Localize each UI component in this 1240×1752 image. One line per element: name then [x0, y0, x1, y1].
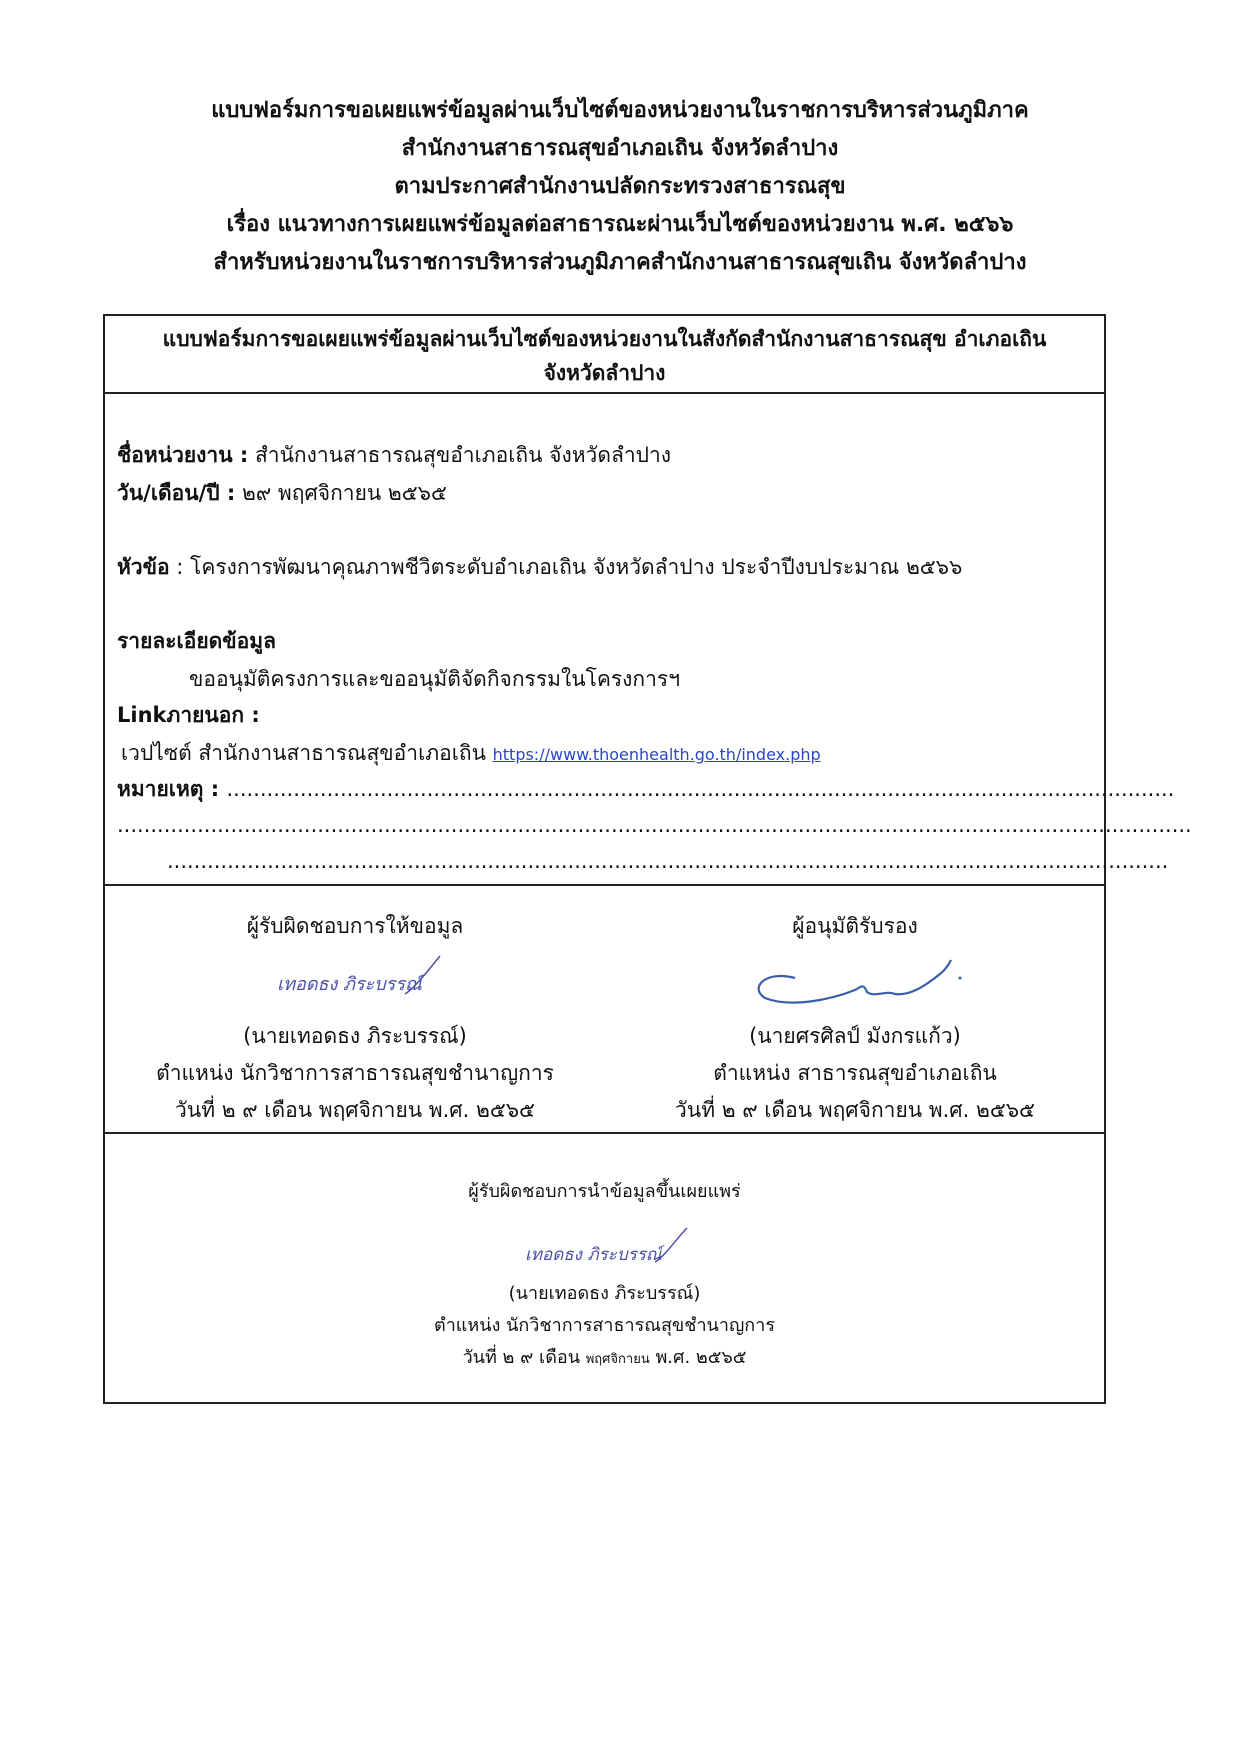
responsible-position: ตำแหน่ง นักวิชาการสาธารณสุขชำนาญการ: [156, 1061, 554, 1085]
approver-signature-block: [605, 886, 1105, 1132]
responsible-signature-block: [105, 886, 605, 1132]
link-label: Linkภายนอก :: [117, 703, 260, 727]
unit-row: [117, 440, 671, 470]
svg-text:เทอดธง ภิระบรรณ์: เทอดธง ภิระบรรณ์: [524, 1245, 662, 1265]
publisher-position: ตำแหน่ง นักวิชาการสาธารณสุขชำนาญการ: [434, 1315, 775, 1336]
form-title: [105, 316, 1104, 394]
link-text: เวปไซต์ สำนักงานสาธารณสุขอำเภอเถิน: [121, 741, 493, 765]
detail-value: ขออนุมัติครงการและขออนุมัติจัดกิจกรรมในโครงการฯ: [189, 667, 681, 691]
remark-label: หมายเหตุ :: [117, 777, 227, 801]
request-form: [103, 314, 1192, 1404]
publisher-name: (นายเทอดธง ภิระบรรณ์): [508, 1283, 701, 1304]
publisher-date-month: พฤศจิกายน: [585, 1352, 650, 1367]
publisher-label: ผู้รับผิดชอบการนำข้อมูลขึ้นเผยแพร่: [468, 1181, 741, 1202]
approver-name: (นายศรศิลป์ มังกรแก้ว): [749, 1024, 961, 1048]
document-header: [0, 92, 1240, 282]
detail-label: รายละเอียดข้อมูล: [117, 629, 276, 653]
approver-signature-image: [735, 948, 975, 1023]
header-line-4: เรื่อง แนวทางการเผยแพร่ข้อมูลต่อสาธารณะผ่านเว็บไซต์ของหน่วยงาน พ.ศ. ๒๕๖๖: [226, 212, 1014, 237]
publisher-section: [105, 1134, 1104, 1404]
form-title-line-2: จังหวัดลำปาง: [543, 361, 666, 385]
form-body: [105, 394, 1192, 886]
form-title-line-1: แบบฟอร์มการขอเผยแพร่ข้อมูลผ่านเว็บไซต์ของหน่วยงานในสังกัดสำนักงานสาธารณสุข อำเภอเถิน: [162, 327, 1047, 351]
date-value: ๒๙ พฤศจิกายน ๒๕๖๕: [235, 481, 447, 505]
date-row: [117, 478, 447, 508]
remark-row: [117, 774, 1175, 804]
topic-value: : โครงการพัฒนาคุณภาพชีวิตระดับอำเภอเถิน จังหวัดลำปาง ประจำปีงบประมาณ ๒๕๖๖: [169, 555, 963, 579]
unit-value: สำนักงานสาธารณสุขอำเภอเถิน จังหวัดลำปาง: [248, 443, 672, 467]
remark-dots-2: .................................................................................................................................................................: [117, 813, 1192, 837]
external-link[interactable]: https://www.thoenhealth.go.th/index.php: [492, 745, 821, 764]
publisher-date-prefix: วันที่ ๒ ๙ เดือน: [462, 1347, 586, 1368]
topic-label: หัวข้อ: [117, 555, 170, 579]
header-line-1: แบบฟอร์มการขอเผยแพร่ข้อมูลผ่านเว็บไซต์ของหน่วยงานในราชการบริหารส่วนภูมิภาค: [211, 98, 1029, 123]
header-line-5: สำหรับหน่วยงานในราชการบริหารส่วนภูมิภาคสำนักงานสาธารณสุขเถิน จังหวัดลำปาง: [213, 250, 1027, 275]
date-label: วัน/เดือน/ปี :: [117, 481, 236, 505]
signature-image: [255, 948, 455, 1013]
responsible-label: ผู้รับผิดชอบการให้ขอมูล: [246, 914, 464, 938]
header-line-3: ตามประกาศสำนักงานปลัดกระทรวงสาธารณสุข: [394, 174, 846, 199]
remark-dots-1: ..............................................................................................................................................: [226, 777, 1175, 801]
link-row: [121, 738, 821, 770]
publisher-date-suffix: พ.ศ. ๒๕๖๕: [649, 1347, 747, 1368]
unit-label: ชื่อหน่วยงาน :: [117, 443, 249, 467]
approver-date: วันที่ ๒ ๙ เดือน พฤศจิกายน พ.ศ. ๒๕๖๕: [675, 1098, 1035, 1122]
svg-text:เทอดธง ภิระบรรณ์: เทอดธง ภิระบรรณ์: [277, 974, 422, 995]
responsible-date: วันที่ ๒ ๙ เดือน พฤศจิกายน พ.ศ. ๒๕๖๕: [175, 1098, 535, 1122]
header-line-2: สำนักงานสาธารณสุขอำเภอเถิน จังหวัดลำปาง: [401, 136, 839, 161]
publisher-date: [105, 1342, 1104, 1371]
signature-section: [105, 886, 1104, 1134]
publisher-signature-image: [505, 1220, 705, 1281]
topic-row: [117, 552, 962, 582]
approver-position: ตำแหน่ง สาธารณสุขอำเภอเถิน: [713, 1061, 997, 1085]
responsible-name: (นายเทอดธง ภิระบรรณ์): [243, 1024, 467, 1048]
remark-dots-3: ......................................................................................................................................................: [167, 849, 1169, 873]
approver-label: ผู้อนุมัติรับรอง: [792, 914, 918, 938]
